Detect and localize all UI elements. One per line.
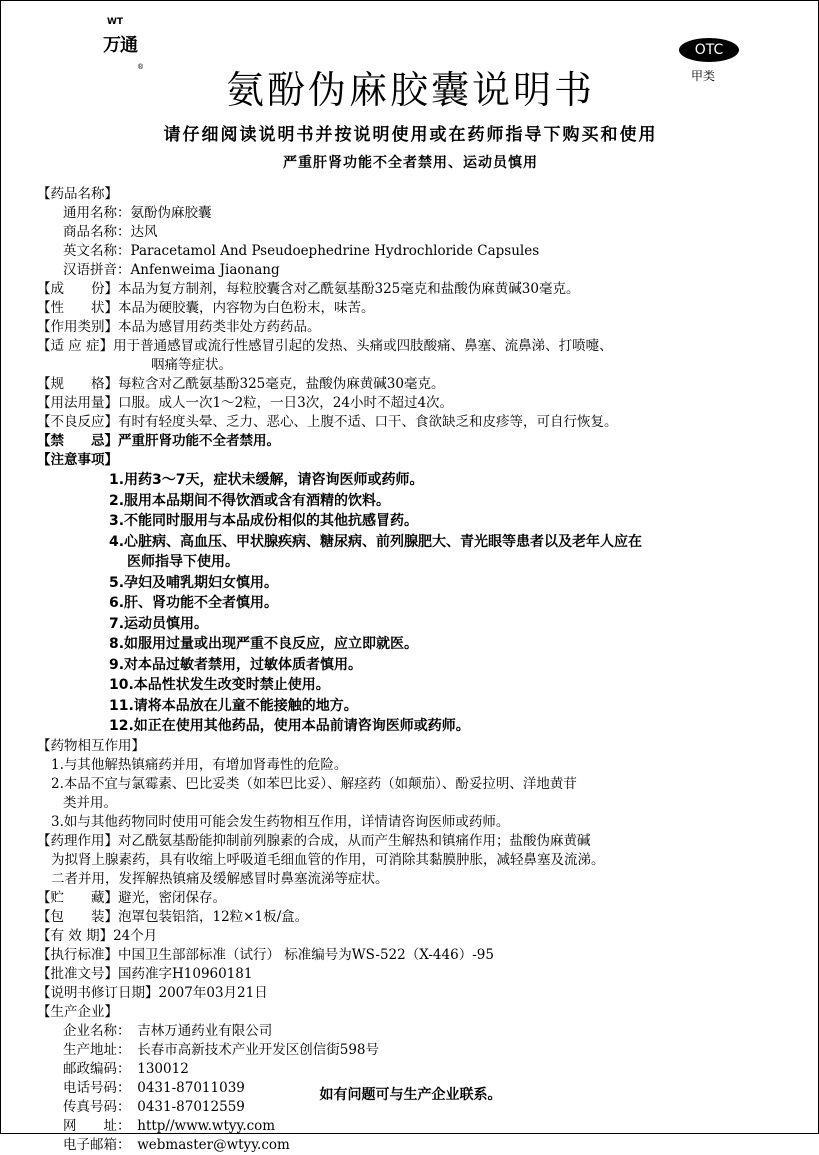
- section-standard: 【执行标准】中国卫生部部标准（试行） 标准编号为WS-522（X-446）-95: [37, 946, 494, 963]
- section-package: 【包 装】泡罩包装铝箔，12粒×1板/盒。: [37, 908, 309, 925]
- manufacturer-name: 企业名称： 吉林万通药业有限公司: [63, 1022, 273, 1039]
- logo-wt-text: WT: [107, 17, 124, 27]
- website: 网 址： http//www.wtyy.com: [63, 1117, 276, 1134]
- contraindication-warning: 严重肝肾功能不全者禁用、运动员慎用: [283, 155, 538, 171]
- section-manufacturer-header: 【生产企业】: [37, 1003, 118, 1020]
- section-validity: 【有 效 期】24个月: [37, 927, 158, 944]
- generic-name: 通用名称：氨酚伪麻胶囊: [63, 205, 212, 221]
- section-revision-date: 【说明书修订日期】2007年03月21日: [37, 984, 268, 1001]
- precaution-item: 12.如正在使用其他药品，使用本品前请咨询医师或药师。: [109, 718, 470, 734]
- section-specification: 【规 格】每粒含对乙酰氨基酚325毫克，盐酸伪麻黄碱30毫克。: [37, 376, 445, 392]
- precaution-item: 11.请将本品放在儿童不能接触的地方。: [109, 697, 358, 714]
- precaution-item: 9.对本品过敏者禁用，过敏体质者慎用。: [109, 656, 363, 673]
- section-dosage: 【用法用量】口服。成人一次1～2粒，一日3次，24小时不超过4次。: [37, 395, 454, 411]
- otc-class-label: 甲类: [691, 69, 716, 83]
- english-name: 英文名称：Paracetamol And Pseudoephedrine Hydrochloride Capsules: [63, 243, 540, 259]
- section-approval-number: 【批准文号】国药准字H10960181: [37, 965, 253, 982]
- contraindications-text: 严重肝肾功能不全者禁用。: [118, 433, 280, 449]
- fax-number: 传真号码： 0431-87012559: [63, 1098, 245, 1115]
- precaution-item-cont: 医师指导下使用。: [127, 554, 239, 570]
- manufacturer-address: 生产地址： 长春市高新技术产业开发区创信街598号: [63, 1041, 380, 1058]
- email: 电子邮箱： webmaster@wtyy.com: [63, 1136, 290, 1153]
- interaction-item: 1.与其他解热镇痛药并用，有增加肾毒性的危险。: [51, 756, 348, 773]
- interactions-list: [37, 756, 806, 832]
- section-indications-cont: 咽痛等症状。: [151, 357, 232, 373]
- precaution-item: 5.孕妇及哺乳期妇女慎用。: [109, 574, 279, 591]
- leaflet-content: [37, 185, 806, 1155]
- pinyin-name: 汉语拼音：Anfenweima Jiaonang: [63, 262, 280, 278]
- section-composition: 【成 份】本品为复方制剂，每粒胶囊含对乙酰氨基酚325毫克和盐酸伪麻黄碱30毫克。: [37, 281, 580, 297]
- interaction-item-cont: 类并用。: [63, 794, 117, 811]
- contraindications-label: 【禁 忌】: [37, 433, 118, 449]
- section-precautions-header: 【注意事项】: [37, 452, 118, 468]
- precautions-list: [37, 470, 806, 737]
- precaution-item: 2.服用本品期间不得饮酒或含有酒精的饮料。: [109, 492, 391, 509]
- logo-mark-text: 万通: [103, 35, 137, 56]
- precaution-item: 6.肝、肾功能不全者慎用。: [109, 595, 279, 611]
- otc-badge: OTC: [679, 38, 739, 62]
- section-pharmacology-cont: 二者并用，发挥解热镇痛及缓解感冒时鼻塞流涕等症状。: [51, 870, 389, 887]
- section-pharmacology: 【药理作用】对乙酰氨基酚能抑制前列腺素的合成，从而产生解热和镇痛作用；盐酸伪麻黄碱: [37, 832, 591, 849]
- section-category: 【作用类别】本品为感冒用药类非处方药药品。: [37, 319, 321, 335]
- section-interactions-header: 【药物相互作用】: [37, 737, 145, 754]
- precaution-item: 4.心脏病、高血压、甲状腺疾病、糖尿病、前列腺肥大、青光眼等患者以及老年人应在: [109, 533, 643, 550]
- precaution-item: 7.运动员慎用。: [109, 615, 209, 632]
- section-pharmacology-cont: 为拟肾上腺素药，具有收缩上呼吸道毛细血管的作用，可消除其黏膜肿胀，减轻鼻塞及流涕。: [51, 851, 605, 868]
- section-indications: 【适 应 症】用于普通感冒或流行性感冒引起的发热、头痛或四肢酸痛、鼻塞、流鼻涕、打喷嚏、: [37, 338, 613, 354]
- contact-note: 如有问题可与生产企业联系。: [319, 1087, 502, 1103]
- registered-mark: ®: [137, 63, 144, 71]
- section-drug-name-header: 【药品名称】: [37, 186, 118, 202]
- postal-code: 邮政编码： 130012: [63, 1060, 189, 1077]
- interaction-item: 2.本品不宜与氯霉素、巴比妥类（如苯巴比妥）、解痉药（如颠茄）、酚妥拉明、洋地黄苷: [51, 775, 577, 792]
- section-storage: 【贮 藏】避光，密闭保存。: [37, 889, 226, 906]
- precaution-item: 10.本品性状发生改变时禁止使用。: [109, 677, 330, 693]
- interaction-item: 3.如与其他药物同时使用可能会发生药物相互作用，详情请咨询医师或药师。: [51, 813, 510, 830]
- section-contraindications: [37, 432, 806, 451]
- usage-warning: 请仔细阅读说明书并按说明使用或在药师指导下购买和使用: [163, 125, 658, 145]
- section-adverse-reactions: 【不良反应】有时有轻度头晕、乏力、恶心、上腹不适、口干、食欲缺乏和皮疹等，可自行恢复。: [37, 414, 618, 430]
- trade-name: 商品名称：达风: [63, 224, 158, 240]
- phone-number: 电话号码： 0431-87011039: [63, 1079, 245, 1096]
- precaution-item: 3.不能同时服用与本品成份相似的其他抗感冒药。: [109, 513, 419, 529]
- document-title: 氨酚伪麻胶囊说明书: [225, 68, 595, 112]
- precaution-item: 1.用药3～7天，症状未缓解，请咨询医师或药师。: [109, 472, 424, 488]
- section-properties: 【性 状】本品为硬胶囊，内容物为白色粉末，味苦。: [37, 300, 375, 316]
- precaution-item: 8.如服用过量或出现严重不良反应，应立即就医。: [109, 636, 419, 652]
